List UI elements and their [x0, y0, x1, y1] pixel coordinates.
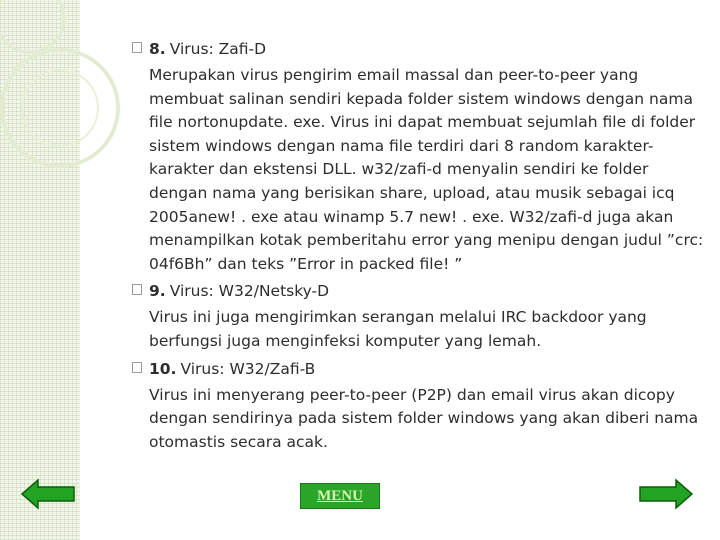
item-title: Virus: W32/Zafi-B: [180, 359, 316, 378]
right-arrow-icon: [640, 480, 692, 508]
item-number: 8.: [149, 40, 166, 58]
item-description: Virus ini juga mengirimkan serangan melalui IRC backdoor yang berfungsi juga menginfeksi komputer yang lemah.: [149, 308, 647, 350]
item-number: 10.: [149, 359, 177, 378]
virus-item-8: [132, 38, 707, 276]
item-heading: [132, 280, 707, 302]
square-bullet-icon: [132, 284, 142, 295]
slide-content: [132, 38, 707, 458]
item-title: Virus: W32/Netsky-D: [169, 282, 330, 301]
item-number: 9.: [149, 282, 166, 301]
previous-slide-button[interactable]: [20, 478, 76, 510]
next-slide-button[interactable]: [638, 478, 694, 510]
menu-button[interactable]: MENU: [300, 483, 380, 509]
square-bullet-icon: [132, 42, 142, 53]
item-title: Virus: Zafi-D: [169, 40, 267, 58]
virus-item-10: [132, 358, 707, 455]
virus-item-9: [132, 280, 707, 353]
item-description: Merupakan virus pengirim email massal dan peer-to-peer yang membuat salinan sendiri kepada folder sistem windows dengan nama file nortonupdate. exe. Virus ini dapat membuat sejumlah file di folder sistem windows dengan nama file terdiri dari 8 random karakter-karakter dan ekstensi DLL. w32/zafi-d menyalin sendiri ke folder dengan nama yang berisikan share, upload, atau musik sebagai icq 2005anew! . exe atau winamp 5.7 new! . exe. W32/zafi-d juga akan menampilkan kotak pemberitahu error yang menipu dengan judul ”crc: 04f6Bh” dan teks ”Error in packed file! ”: [149, 66, 704, 273]
item-description: Virus ini menyerang peer-to-peer (P2P) dan email virus akan dicopy dengan sendirinya pada sistem folder windows yang akan diberi nama otomastis secara acak.: [149, 385, 699, 451]
item-heading: [132, 38, 707, 60]
square-bullet-icon: [132, 362, 142, 373]
left-arrow-icon: [22, 480, 74, 508]
item-heading: [132, 358, 707, 380]
